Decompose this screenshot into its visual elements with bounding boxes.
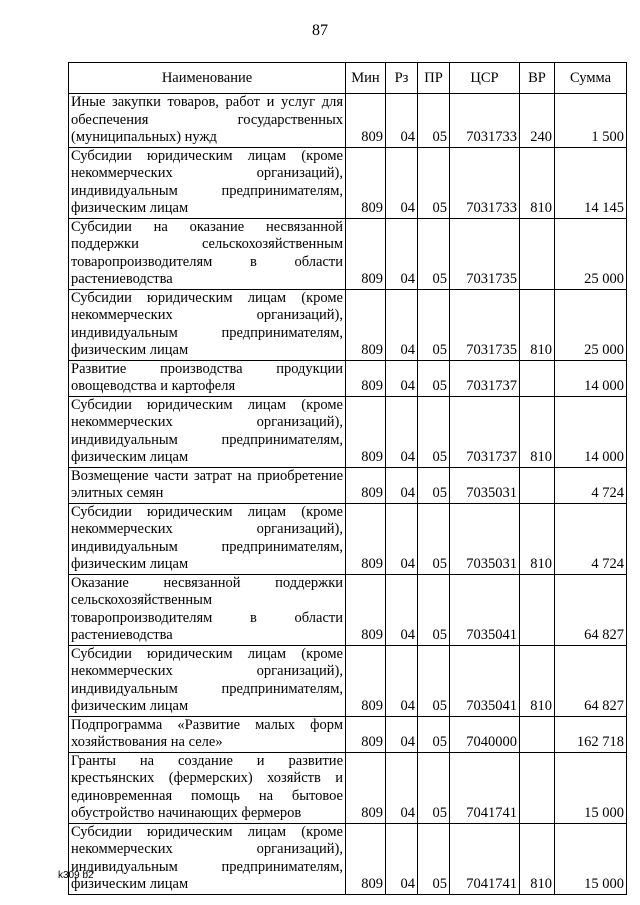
row-sum: 15 000 xyxy=(555,752,627,823)
row-sum: 25 000 xyxy=(555,218,627,289)
row-pr: 05 xyxy=(418,716,450,752)
row-min: 809 xyxy=(346,467,386,503)
row-sum: 15 000 xyxy=(555,823,627,894)
row-rz: 04 xyxy=(386,645,418,716)
row-pr: 05 xyxy=(418,218,450,289)
row-sum: 14 145 xyxy=(555,147,627,218)
row-csr: 7031733 xyxy=(450,147,520,218)
row-csr: 7031735 xyxy=(450,218,520,289)
row-sum: 14 000 xyxy=(555,360,627,396)
row-min: 809 xyxy=(346,360,386,396)
table-row xyxy=(69,716,627,752)
row-csr: 7035041 xyxy=(450,645,520,716)
budget-table xyxy=(68,62,627,895)
row-pr: 05 xyxy=(418,574,450,645)
row-rz: 04 xyxy=(386,716,418,752)
page-number: 87 xyxy=(312,22,328,39)
row-vr xyxy=(520,716,555,752)
row-name: Субсидии юридическим лицам (кроме некоммерческих организаций), индивидуальным предпринимателям, физическим лицам xyxy=(69,645,346,716)
header-sum: Сумма xyxy=(555,63,627,94)
row-name: Гранты на создание и развитие крестьянских (фермерских) хозяйств и единовременная помощь на бытовое обустройство начинающих фермеров xyxy=(69,752,346,823)
row-csr: 7031737 xyxy=(450,360,520,396)
row-csr: 7031737 xyxy=(450,396,520,467)
row-vr: 240 xyxy=(520,94,555,148)
row-min: 809 xyxy=(346,645,386,716)
row-rz: 04 xyxy=(386,218,418,289)
row-pr: 05 xyxy=(418,823,450,894)
row-rz: 04 xyxy=(386,823,418,894)
row-pr: 05 xyxy=(418,147,450,218)
table-row xyxy=(69,467,627,503)
row-name: Субсидии юридическим лицам (кроме некоммерческих организаций), индивидуальным предпринимателям, физическим лицам xyxy=(69,503,346,574)
row-min: 809 xyxy=(346,289,386,360)
row-name: Субсидии юридическим лицам (кроме некоммерческих организаций), индивидуальным предпринимателям, физическим лицам xyxy=(69,396,346,467)
row-vr: 810 xyxy=(520,396,555,467)
row-sum: 25 000 xyxy=(555,289,627,360)
row-min: 809 xyxy=(346,396,386,467)
row-vr xyxy=(520,752,555,823)
row-rz: 04 xyxy=(386,147,418,218)
row-csr: 7035041 xyxy=(450,574,520,645)
row-vr: 810 xyxy=(520,645,555,716)
header-rz: Рз xyxy=(386,63,418,94)
table-row xyxy=(69,752,627,823)
row-pr: 05 xyxy=(418,360,450,396)
row-rz: 04 xyxy=(386,94,418,148)
row-vr: 810 xyxy=(520,289,555,360)
row-name: Субсидии юридическим лицам (кроме некоммерческих организаций), индивидуальным предпринимателям, физическим лицам xyxy=(69,289,346,360)
table-row xyxy=(69,360,627,396)
row-sum: 4 724 xyxy=(555,467,627,503)
row-min: 809 xyxy=(346,503,386,574)
row-pr: 05 xyxy=(418,645,450,716)
row-name: Подпрограмма «Развитие малых форм хозяйствования на селе» xyxy=(69,716,346,752)
row-rz: 04 xyxy=(386,574,418,645)
footer-code: k309 b2 xyxy=(58,870,94,881)
row-name: Субсидии юридическим лицам (кроме некоммерческих организаций), индивидуальным предпринимателям, физическим лицам xyxy=(69,147,346,218)
header-min: Мин xyxy=(346,63,386,94)
row-vr: 810 xyxy=(520,823,555,894)
row-csr: 7031735 xyxy=(450,289,520,360)
row-rz: 04 xyxy=(386,467,418,503)
header-name: Наименование xyxy=(69,63,346,94)
row-sum: 14 000 xyxy=(555,396,627,467)
row-vr xyxy=(520,467,555,503)
row-sum: 1 500 xyxy=(555,94,627,148)
row-min: 809 xyxy=(346,94,386,148)
row-min: 809 xyxy=(346,752,386,823)
header-vr: ВР xyxy=(520,63,555,94)
row-pr: 05 xyxy=(418,94,450,148)
table-header-row xyxy=(69,63,627,94)
table-row xyxy=(69,396,627,467)
row-min: 809 xyxy=(346,147,386,218)
row-vr: 810 xyxy=(520,503,555,574)
row-csr: 7035031 xyxy=(450,467,520,503)
row-min: 809 xyxy=(346,218,386,289)
row-min: 809 xyxy=(346,716,386,752)
row-name: Субсидии юридическим лицам (кроме некоммерческих организаций), индивидуальным предпринимателям, физическим лицам xyxy=(69,823,346,894)
row-name: Развитие производства продукции овощеводства и картофеля xyxy=(69,360,346,396)
header-pr: ПР xyxy=(418,63,450,94)
row-rz: 04 xyxy=(386,752,418,823)
table-row xyxy=(69,147,627,218)
row-vr: 810 xyxy=(520,147,555,218)
row-csr: 7035031 xyxy=(450,503,520,574)
table-row xyxy=(69,503,627,574)
row-vr xyxy=(520,574,555,645)
row-min: 809 xyxy=(346,823,386,894)
table-row xyxy=(69,574,627,645)
row-pr: 05 xyxy=(418,503,450,574)
row-rz: 04 xyxy=(386,396,418,467)
row-min: 809 xyxy=(346,574,386,645)
row-vr xyxy=(520,218,555,289)
row-sum: 64 827 xyxy=(555,645,627,716)
row-pr: 05 xyxy=(418,467,450,503)
row-csr: 7040000 xyxy=(450,716,520,752)
row-name: Субсидии на оказание несвязанной поддержки сельскохозяйственным товаропроизводителям в области растениеводства xyxy=(69,218,346,289)
table-row xyxy=(69,823,627,894)
row-csr: 7041741 xyxy=(450,823,520,894)
row-sum: 64 827 xyxy=(555,574,627,645)
row-pr: 05 xyxy=(418,752,450,823)
table-row xyxy=(69,218,627,289)
row-csr: 7041741 xyxy=(450,752,520,823)
row-pr: 05 xyxy=(418,289,450,360)
header-csr: ЦСР xyxy=(450,63,520,94)
table-row xyxy=(69,289,627,360)
row-name: Возмещение части затрат на приобретение элитных семян xyxy=(69,467,346,503)
row-rz: 04 xyxy=(386,503,418,574)
table-row xyxy=(69,94,627,148)
row-sum: 4 724 xyxy=(555,503,627,574)
row-name: Иные закупки товаров, работ и услуг для обеспечения государственных (муниципальных) нужд xyxy=(69,94,346,148)
row-csr: 7031733 xyxy=(450,94,520,148)
row-vr xyxy=(520,360,555,396)
table-row xyxy=(69,645,627,716)
row-pr: 05 xyxy=(418,396,450,467)
row-rz: 04 xyxy=(386,360,418,396)
row-rz: 04 xyxy=(386,289,418,360)
row-name: Оказание несвязанной поддержки сельскохозяйственным товаропроизводителям в области растениеводства xyxy=(69,574,346,645)
row-sum: 162 718 xyxy=(555,716,627,752)
